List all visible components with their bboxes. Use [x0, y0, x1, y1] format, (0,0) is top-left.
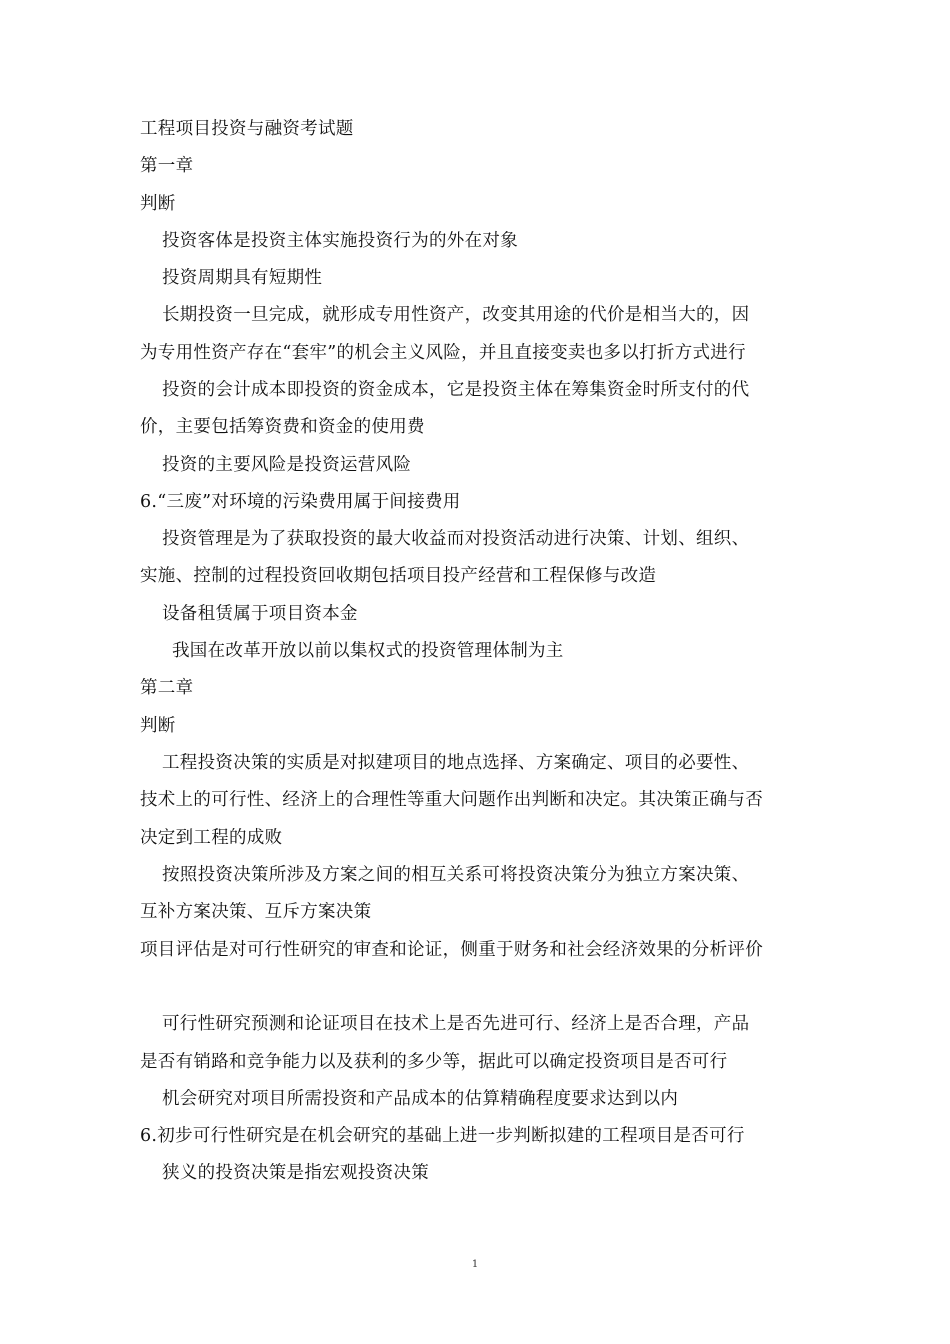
- document-title: 工程项目投资与融资考试题: [140, 119, 354, 139]
- chapter-1-heading: 第一章: [140, 156, 194, 176]
- chapter-2-section-label: 判断: [140, 716, 176, 736]
- text-line: 按照投资决策所涉及方案之间的相互关系可将投资决策分为独立方案决策、: [162, 865, 750, 885]
- text-line: 决定到工程的成败: [140, 828, 283, 848]
- text-line: 6.初步可行性研究是在机会研究的基础上进一步判断拟建的工程项目是否可行: [140, 1126, 745, 1146]
- text-line: 技术上的可行性、经济上的合理性等重大问题作出判断和决定。其决策正确与否: [140, 790, 763, 810]
- text-line: 投资管理是为了获取投资的最大收益而对投资活动进行决策、计划、组织、: [162, 529, 750, 549]
- text-line: 为专用性资产存在“套牢”的机会主义风险，并且直接变卖也多以打折方式进行: [140, 343, 746, 363]
- text-line: 投资的主要风险是投资运营风险: [162, 455, 412, 475]
- text-line: 投资客体是投资主体实施投资行为的外在对象: [162, 231, 518, 251]
- text-line: 实施、控制的过程投资回收期包括项目投产经营和工程保修与改造: [140, 566, 657, 586]
- text-line: 投资的会计成本即投资的资金成本，它是投资主体在筹集资金时所支付的代: [162, 380, 750, 400]
- text-line: 我国在改革开放以前以集权式的投资管理体制为主: [172, 641, 564, 661]
- text-line: 长期投资一旦完成，就形成专用性资产，改变其用途的代价是相当大的，因: [162, 305, 750, 325]
- text-line: 投资周期具有短期性: [162, 268, 323, 288]
- text-line: 项目评估是对可行性研究的审查和论证，侧重于财务和社会经济效果的分析评价: [140, 940, 763, 960]
- text-line: 是否有销路和竞争能力以及获利的多少等，据此可以确定投资项目是否可行: [140, 1052, 728, 1072]
- chapter-2-heading: 第二章: [140, 678, 194, 698]
- text-line: 6.“三废”对环境的污染费用属于间接费用: [140, 492, 461, 512]
- text-line: 设备租赁属于项目资本金: [162, 604, 358, 624]
- page-number: 1: [471, 1259, 479, 1270]
- text-line: 机会研究对项目所需投资和产品成本的估算精确程度要求达到以内: [162, 1089, 679, 1109]
- text-line: 可行性研究预测和论证项目在技术上是否先进可行、经济上是否合理，产品: [162, 1014, 750, 1034]
- chapter-1-section-label: 判断: [140, 194, 176, 214]
- text-line: 工程投资决策的实质是对拟建项目的地点选择、方案确定、项目的必要性、: [162, 753, 750, 773]
- text-line: 价，主要包括筹资费和资金的使用费: [140, 417, 425, 437]
- text-line: 狭义的投资决策是指宏观投资决策: [162, 1163, 429, 1183]
- text-line: 互补方案决策、互斥方案决策: [140, 902, 372, 922]
